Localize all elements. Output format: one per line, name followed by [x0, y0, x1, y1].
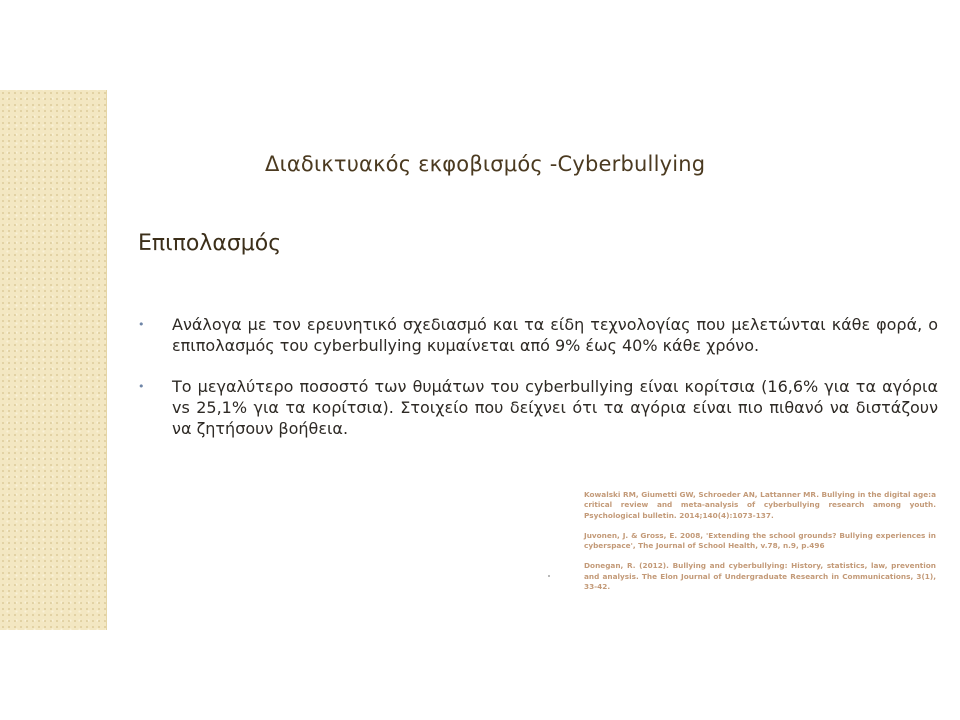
- bullet-dot-icon: •: [138, 380, 145, 393]
- decorative-side-band: [0, 90, 107, 630]
- section-heading: Επιπολασμός: [138, 231, 282, 256]
- slide-title: Διαδικτυακός εκφοβισμός -Cyberbullying: [265, 152, 706, 176]
- bullet-list: [138, 314, 938, 459]
- bullet-text: Το μεγαλύτερο ποσοστό των θυμάτων του cyberbullying είναι κορίτσια (16,6% για τα αγόρια vs 25,1% για τα κορίτσια). Στοιχείο που δείχνει ότι τα αγόρια είναι πιο πιθανό να διστάζουν να ζητήσουν βοήθεια.: [172, 377, 938, 438]
- slide: [0, 90, 960, 630]
- stray-dot: [548, 575, 550, 577]
- bullet-item: [138, 314, 938, 356]
- reference-item: Kowalski RM, Giumetti GW, Schroeder AN, Lattanner MR. Bullying in the digital age:a critical review and meta-analysis of cyberbullying research among youth. Psychological bulletin. 2014;140(4):1073-137.: [584, 490, 936, 520]
- bullet-dot-icon: •: [138, 318, 145, 331]
- reference-item: Juvonen, J. & Gross, E. 2008, 'Extending the school grounds? Bullying experiences in cyberspace', The Journal of School Health, v.78, n.9, p.496: [584, 530, 936, 551]
- bullet-text: Ανάλογα με τον ερευνητικό σχεδιασμό και τα είδη τεχνολογίας που μελετώνται κάθε φορά, ο επιπολασμός του cyberbullying κυμαίνεται από 9% έως 40% κάθε χρόνο.: [172, 315, 938, 355]
- reference-item: Donegan, R. (2012). Bullying and cyberbullying: History, statistics, law, prevention and analysis. The Elon Journal of Undergraduate Research in Communications, 3(1), 33-42.: [584, 561, 936, 592]
- bullet-item: [138, 376, 938, 439]
- references-block: [584, 490, 936, 602]
